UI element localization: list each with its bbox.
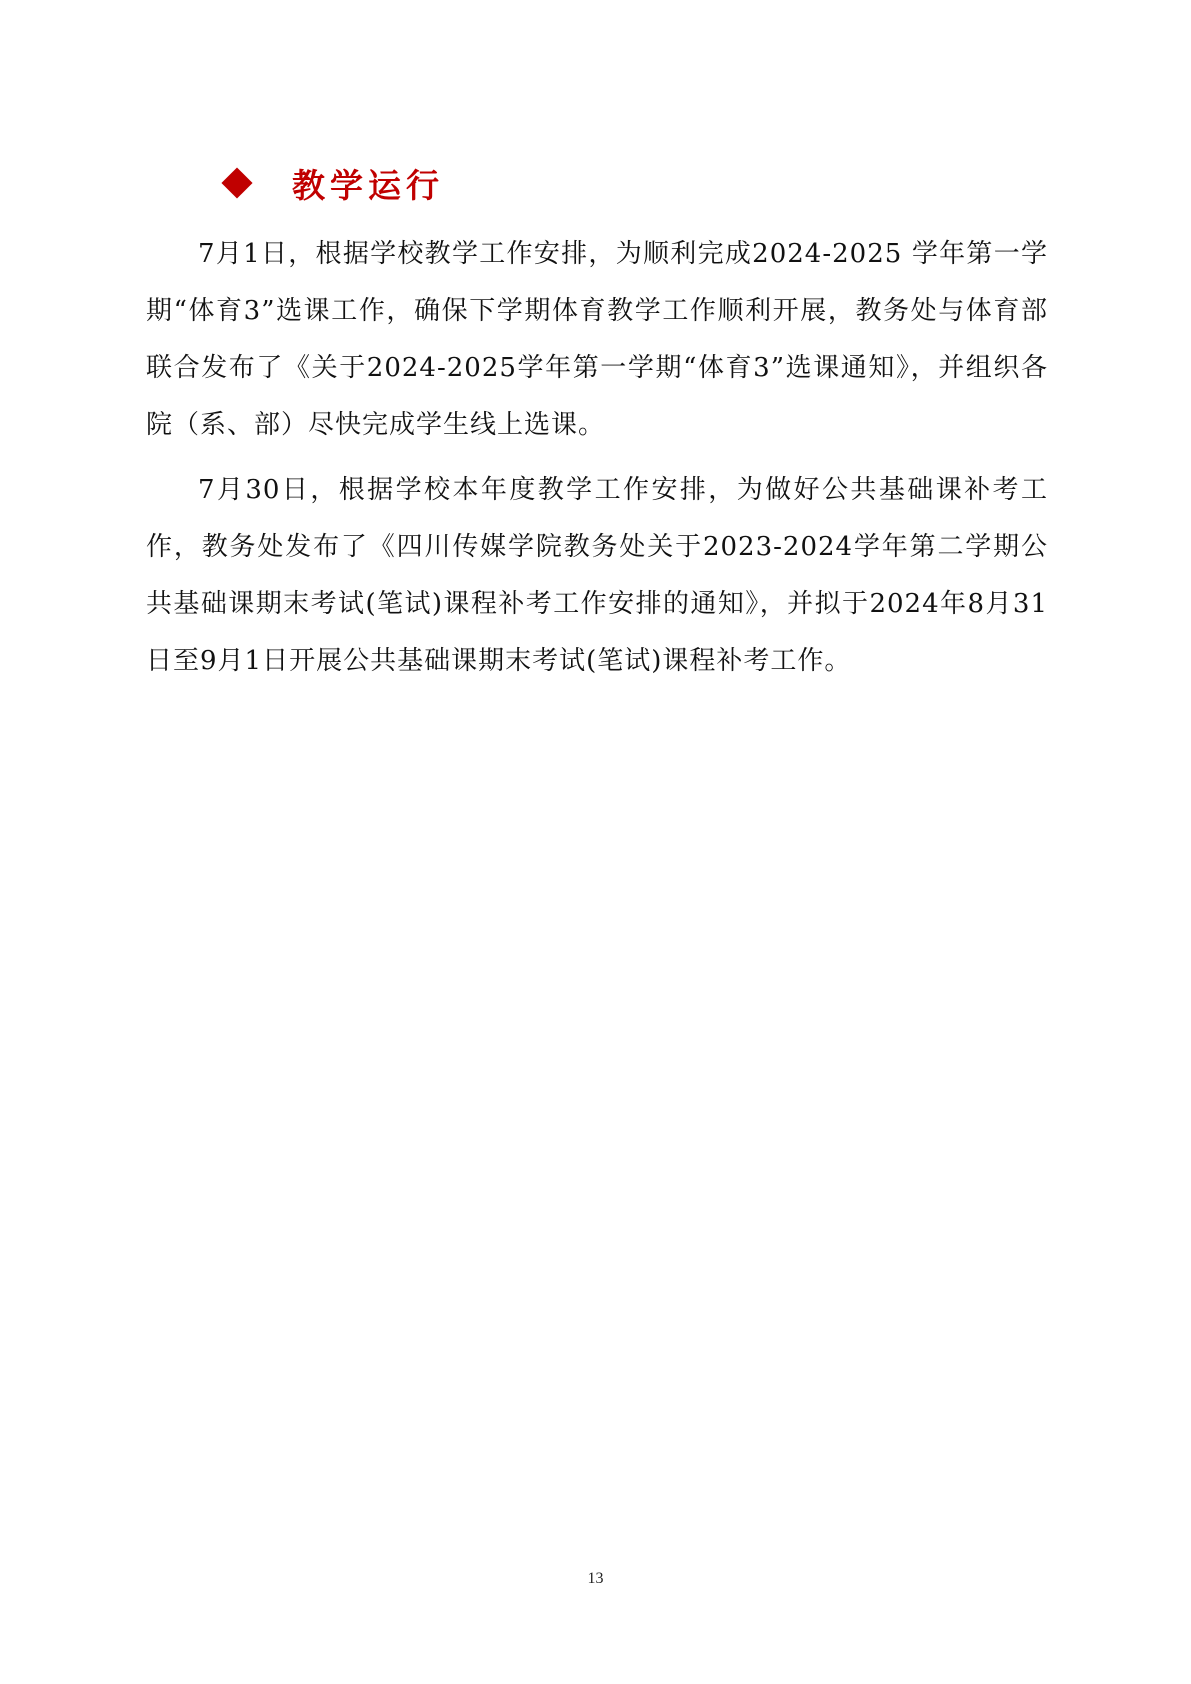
section-title: 教学运行 — [292, 165, 444, 205]
paragraph-course-selection: 7月1日，根据学校教学工作安排，为顺利完成2024-2025 学年第一学期“体育3”选课工作，确保下学期体育教学工作顺利开展，教务处与体育部联合发布了《关于2024-2025学年第一学期“体育3”选课通知》，并组织各院（系、部）尽快完成学生线上选课。 — [146, 239, 1048, 440]
paragraph-makeup-exam: 7月30日，根据学校本年度教学工作安排，为做好公共基础课补考工作，教务处发布了《四川传媒学院教务处关于2023-2024学年第二学期公共基础课期末考试(笔试)课程补考工作安排的通知》，并拟于2024年8月31日至9月1日开展公共基础课期末考试(笔试)课程补考工作。 — [146, 475, 1048, 676]
page-number: 13 — [587, 1570, 604, 1587]
diamond-bullet-icon — [221, 167, 252, 198]
section-heading — [222, 158, 444, 208]
